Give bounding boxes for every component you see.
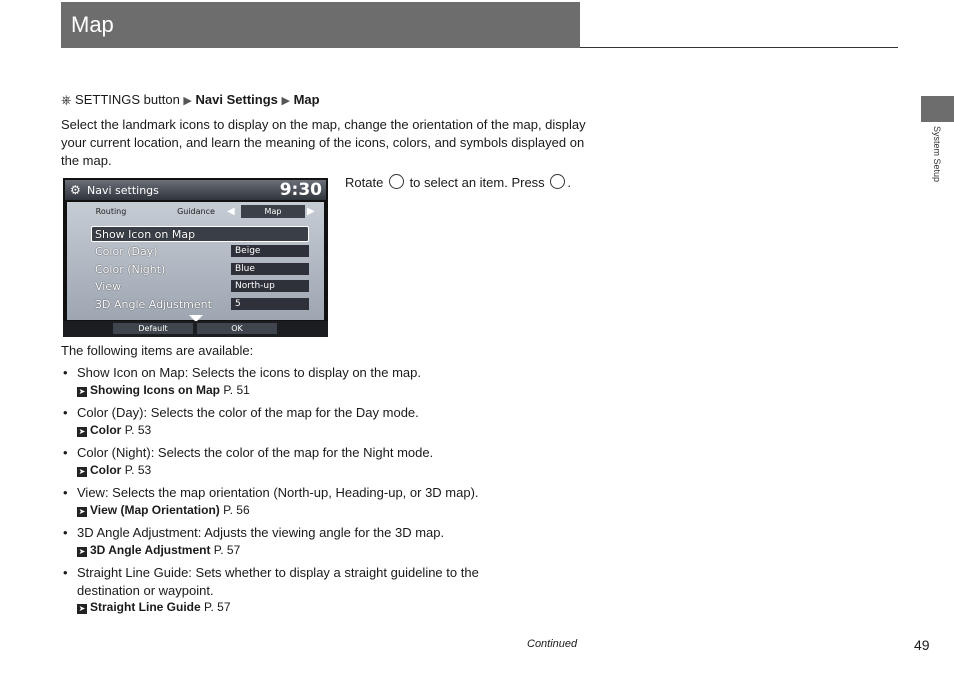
list-item — [61, 524, 531, 559]
settings-row-label: Show Icon on Map — [95, 228, 196, 241]
item-name: 3D Angle Adjustment — [77, 525, 198, 540]
item-name: Color (Day) — [77, 405, 144, 420]
item-desc: : Adjusts the viewing angle for the 3D map. — [197, 525, 445, 540]
ok-button[interactable]: OK — [197, 323, 277, 334]
items-list — [61, 364, 531, 622]
screen-tabs — [71, 205, 320, 218]
list-item — [61, 444, 531, 479]
bullet-icon: • — [63, 565, 68, 580]
screen-title: Navi settings — [87, 184, 159, 197]
reference-title[interactable]: 3D Angle Adjustment — [90, 542, 211, 557]
cross-reference[interactable] — [77, 382, 531, 400]
bullet-icon: • — [63, 405, 68, 420]
reference-arrow-icon: ➤ — [78, 466, 86, 476]
item-name: View — [77, 485, 105, 500]
bullet-icon: • — [63, 485, 68, 500]
page-title: Map — [71, 12, 114, 37]
reference-arrow-icon: ➤ — [78, 546, 86, 556]
title-rule — [580, 47, 898, 48]
gear-icon: ⚙ — [70, 183, 81, 197]
page-number: 49 — [914, 637, 930, 653]
section-label: System Setup — [932, 126, 942, 183]
cross-reference[interactable] — [77, 422, 531, 440]
item-desc: : Selects the map orientation (North-up, Heading-up, or 3D map). — [104, 485, 479, 500]
breadcrumb-arrow-icon: ▶ — [183, 95, 192, 107]
default-button[interactable]: Default — [113, 323, 193, 334]
screen-header — [65, 180, 326, 200]
item-name: Color (Night) — [77, 445, 151, 460]
reference-page[interactable]: P. 57 — [204, 600, 231, 614]
section-tab — [921, 96, 954, 122]
settings-row-view[interactable] — [91, 278, 309, 295]
item-name: Straight Line Guide — [77, 565, 189, 580]
list-item — [61, 364, 531, 399]
tab-right-arrow-icon[interactable]: ▶ — [307, 206, 315, 217]
reference-title[interactable]: Color — [90, 422, 122, 437]
breadcrumb-start: SETTINGS button — [75, 92, 180, 107]
reference-page[interactable]: P. 56 — [223, 502, 250, 517]
settings-row-value: Beige — [231, 245, 309, 257]
reference-arrow-icon: ➤ — [78, 426, 86, 436]
reference-page[interactable]: P. 51 — [223, 382, 250, 397]
settings-row-label: Color (Day) — [95, 245, 158, 259]
page-title-bar — [61, 2, 580, 48]
settings-row-value: Blue — [231, 263, 309, 275]
list-item — [61, 404, 531, 439]
breadcrumb-step-navi-settings: Navi Settings — [195, 92, 278, 107]
tab-left-arrow-icon[interactable]: ◀ — [227, 206, 235, 217]
rotate-text-mid: to select an item. Press — [409, 175, 545, 190]
settings-row-color-night[interactable] — [91, 261, 309, 278]
bullet-icon: • — [63, 365, 68, 380]
cross-reference[interactable] — [77, 542, 531, 560]
reference-title[interactable]: View (Map Orientation) — [90, 502, 220, 517]
breadcrumb-step-map: Map — [293, 92, 320, 107]
cross-reference[interactable] — [77, 599, 531, 617]
tab-map[interactable]: Map — [241, 205, 305, 218]
reference-title[interactable]: Showing Icons on Map — [90, 382, 220, 397]
reference-title[interactable]: Straight Line Guide — [90, 600, 201, 614]
navi-settings-screen — [63, 178, 328, 337]
cross-reference[interactable] — [77, 462, 531, 480]
item-desc: : Selects the icons to display on the map. — [184, 365, 421, 380]
tab-guidance[interactable]: Guidance — [177, 207, 215, 216]
screen-footer — [63, 321, 328, 337]
settings-row-label: View — [95, 280, 122, 294]
reference-title[interactable]: Color — [90, 462, 122, 477]
reference-arrow-icon: ➤ — [78, 386, 86, 396]
settings-row-3d-angle[interactable] — [91, 296, 309, 313]
items-lead: The following items are available: — [61, 343, 254, 358]
tab-routing[interactable]: Routing — [95, 207, 127, 216]
press-dial-icon — [550, 174, 565, 189]
settings-row-color-day[interactable] — [91, 243, 309, 260]
breadcrumb-arrow-icon: ▶ — [281, 95, 290, 107]
settings-button-icon: ⎈ — [61, 92, 72, 107]
breadcrumb — [61, 92, 320, 108]
reference-page[interactable]: P. 53 — [124, 462, 152, 477]
reference-arrow-icon: ➤ — [78, 506, 86, 516]
item-desc: : Selects the color of the map for the Night mode. — [150, 445, 434, 460]
intro-text: Select the landmark icons to display on the map, change the orientation of the map, display your current location, and learn the meaning of the icons, colors, and symbols displayed on the map. — [61, 117, 586, 168]
settings-row-show-icon[interactable] — [91, 226, 309, 243]
reference-page[interactable]: P. 57 — [213, 542, 241, 557]
reference-page[interactable]: P. 53 — [124, 422, 152, 437]
item-desc: : Sets whether to display a straight guideline to the destination or waypoint. — [77, 565, 479, 598]
bullet-icon: • — [63, 445, 68, 460]
continued-label: Continued — [527, 638, 578, 650]
interface-dial-icon — [389, 174, 404, 189]
item-desc: : Selects the color of the map for the Day mode. — [143, 405, 419, 420]
cross-reference[interactable] — [77, 502, 531, 520]
rotate-text-pre: Rotate — [345, 175, 384, 190]
screen-body — [67, 202, 324, 320]
list-item — [61, 484, 531, 519]
settings-row-label: 3D Angle Adjustment — [95, 297, 212, 311]
screen-clock: 9:30 — [279, 180, 322, 200]
rotate-text-post: . — [567, 175, 571, 190]
item-name: Show Icon on Map — [77, 365, 185, 380]
bullet-icon: • — [63, 525, 68, 540]
settings-row-value: North-up — [231, 280, 309, 292]
list-item — [61, 564, 531, 617]
settings-row-label: Color (Night) — [95, 262, 166, 276]
reference-arrow-icon: ➤ — [78, 604, 86, 613]
settings-list — [91, 226, 309, 313]
rotate-instruction — [345, 174, 571, 190]
settings-row-value: 5 — [231, 298, 309, 310]
